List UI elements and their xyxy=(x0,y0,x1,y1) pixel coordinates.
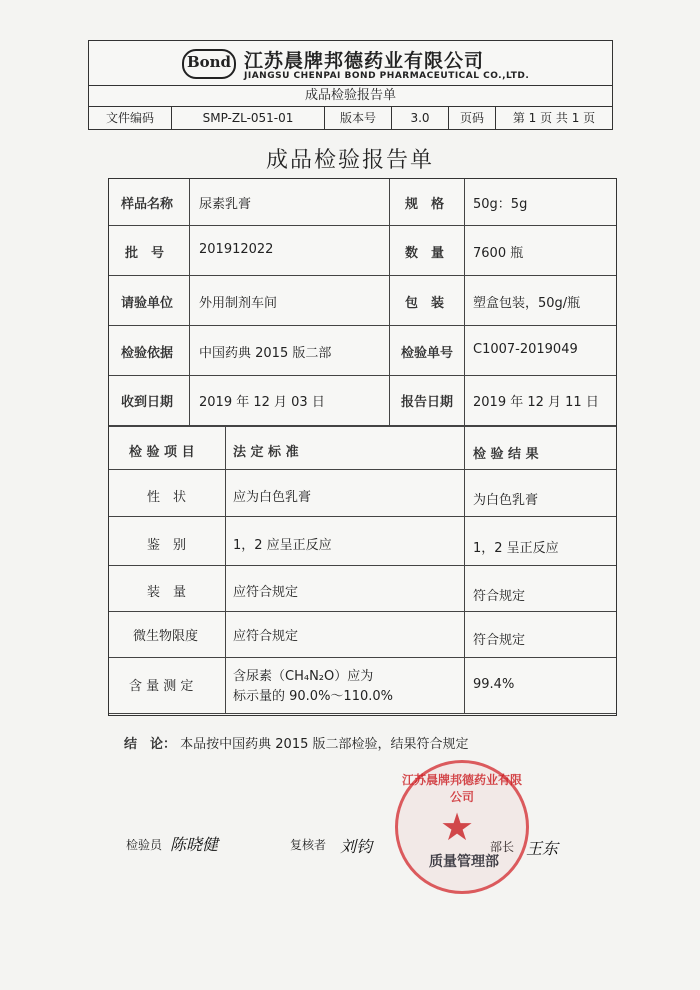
sample-name-label: 样品名称 xyxy=(121,197,174,212)
basis: 中国药典 2015 版二部 xyxy=(199,346,332,361)
result-item: 装 量 xyxy=(147,585,187,600)
row-divider xyxy=(109,469,616,470)
version: 3.0 xyxy=(392,107,449,129)
row-divider xyxy=(109,225,616,226)
report-no: C1007-2019049 xyxy=(473,342,578,357)
company-name-en: JIANGSU CHENPAI BOND PHARMACEUTICAL CO.,LTD. xyxy=(244,71,530,81)
result-value: 符合规定 xyxy=(473,589,526,604)
row-divider xyxy=(109,275,616,276)
company-name-cn: 江苏晨牌邦德药业有限公司 xyxy=(244,50,485,72)
col-divider xyxy=(389,179,390,425)
row-divider xyxy=(109,516,616,517)
col-divider xyxy=(225,425,226,713)
inspector-signature: 陈晓健 xyxy=(170,835,219,854)
row-divider xyxy=(109,565,616,566)
dept-label: 请验单位 xyxy=(121,296,174,311)
col-header-standard: 法 定 标 准 xyxy=(233,445,299,460)
result-item: 含 量 测 定 xyxy=(129,679,194,694)
report-title: 成品检验报告单 xyxy=(265,148,434,173)
quantity-label: 数 量 xyxy=(405,246,445,261)
doc-code-label: 文件编码 xyxy=(89,107,172,129)
version-label: 版本号 xyxy=(325,107,392,129)
seal-ring-text: 江苏晨牌邦德药业有限公司 xyxy=(402,773,523,804)
result-standard-line2: 标示量的 90.0%～110.0% xyxy=(233,689,393,704)
seal-star-icon: ★ xyxy=(440,805,475,849)
result-item: 性 状 xyxy=(147,490,187,505)
package-label: 包 装 xyxy=(405,296,445,311)
spec-label: 规 格 xyxy=(405,197,445,212)
result-value: 符合规定 xyxy=(473,633,526,648)
sample-name: 尿素乳膏 xyxy=(199,197,252,212)
row-divider xyxy=(109,611,616,612)
col-header-result: 检 验 结 果 xyxy=(473,447,539,462)
col-divider xyxy=(189,179,190,425)
spec: 50g：5g xyxy=(473,197,528,212)
result-item: 鉴 别 xyxy=(147,538,187,553)
quantity: 7600 瓶 xyxy=(473,246,524,261)
conclusion xyxy=(124,733,469,752)
form-meta-row xyxy=(89,107,612,129)
report-table xyxy=(108,178,617,716)
result-standard-line1: 含尿素（CH₄N₂O）应为 xyxy=(233,669,374,684)
col-divider xyxy=(464,425,465,713)
row-divider xyxy=(109,657,616,658)
batch-label: 批 号 xyxy=(125,246,165,261)
result-value: 99.4% xyxy=(473,677,515,692)
page-label: 页码 xyxy=(449,107,496,129)
form-header xyxy=(88,40,613,130)
reviewer-label: 复核者 xyxy=(290,838,327,852)
col-header-item: 检 验 项 目 xyxy=(129,445,195,460)
result-item: 微生物限度 xyxy=(133,629,199,644)
basis-label: 检验依据 xyxy=(121,346,174,361)
result-standard: 应符合规定 xyxy=(233,585,299,600)
result-standard: 1，2 应呈正反应 xyxy=(233,538,332,553)
result-value: 为白色乳膏 xyxy=(473,493,539,508)
conclusion-text: 本品按中国药典 2015 版二部检验，结果符合规定 xyxy=(180,737,469,752)
received-date: 2019 年 12 月 03 日 xyxy=(199,395,325,410)
report-date-label: 报告日期 xyxy=(401,395,454,410)
result-standard: 应符合规定 xyxy=(233,629,299,644)
page-value: 第 1 页 共 1 页 xyxy=(512,111,596,125)
approver-signature: 王东 xyxy=(526,839,559,858)
batch: 201912022 xyxy=(199,242,274,257)
report-no-label: 检验单号 xyxy=(401,346,454,361)
reviewer-signature: 刘钧 xyxy=(340,837,373,856)
row-divider xyxy=(109,375,616,376)
result-value: 1，2 呈正反应 xyxy=(473,541,559,556)
dept: 外用制剂车间 xyxy=(199,296,278,311)
conclusion-label: 结 论： xyxy=(124,737,177,752)
received-label: 收到日期 xyxy=(121,395,174,410)
form-header-title: 成品检验报告单 xyxy=(89,86,612,107)
result-standard: 应为白色乳膏 xyxy=(233,490,312,505)
row-divider xyxy=(109,713,616,714)
col-divider xyxy=(464,179,465,425)
company-seal xyxy=(395,760,529,894)
row-divider xyxy=(109,325,616,326)
company-logo: Bond xyxy=(182,49,236,79)
package: 塑盒包装，50g/瓶 xyxy=(473,296,581,311)
report-date: 2019 年 12 月 11 日 xyxy=(473,395,599,410)
seal-department: 质量管理部 xyxy=(429,854,499,870)
approver-label: 部长 xyxy=(490,840,515,854)
company-banner xyxy=(89,41,612,86)
row-divider xyxy=(109,425,616,427)
doc-code: SMP-ZL-051-01 xyxy=(172,107,325,129)
inspector-label: 检验员 xyxy=(126,838,163,852)
